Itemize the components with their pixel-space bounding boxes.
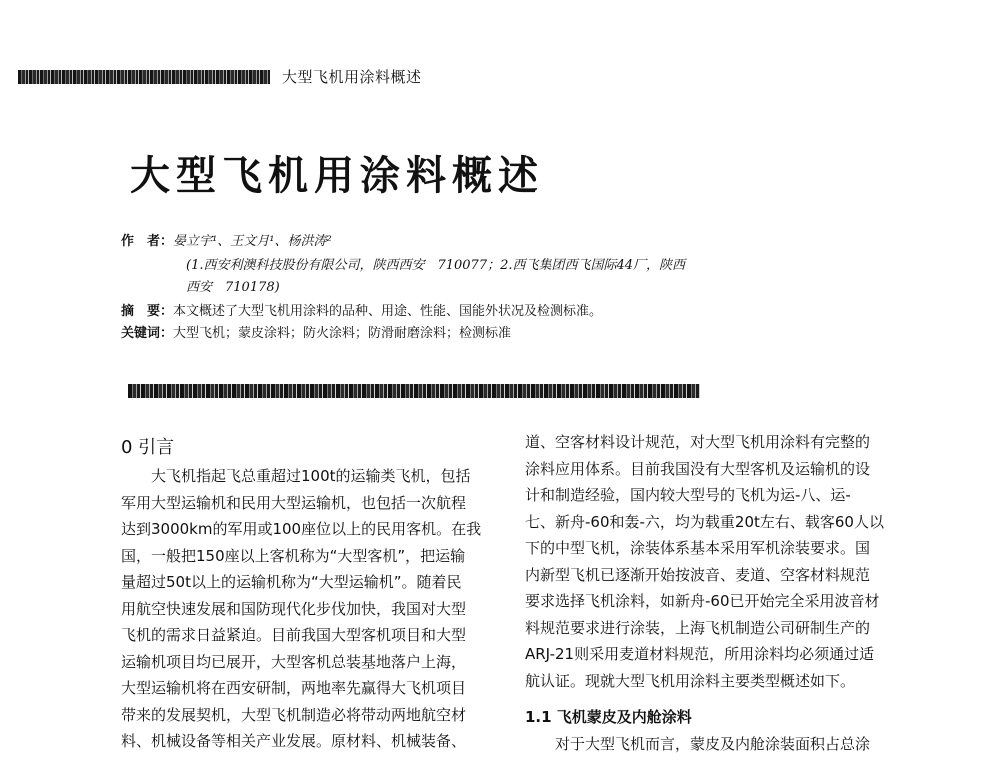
right-column — [525, 429, 897, 757]
running-header-bar — [18, 70, 270, 84]
paragraph-line: 大型运输机将在西安研制，两地率先赢得大飞机项目 — [121, 679, 467, 697]
affiliation-line-2: 西安 710178) — [186, 280, 280, 295]
paragraph-line: 内新型飞机已逐渐开始按波音、麦道、空客材料规范 — [525, 565, 871, 584]
abstract-line — [121, 302, 602, 322]
paragraph-line: 量超过50t以上的运输机称为“大型运输机”。随着民 — [121, 573, 462, 591]
section-separator-bar — [128, 384, 700, 398]
authors-names: 晏立宇¹、王文月¹、杨洪涛² — [173, 234, 332, 249]
subsection-heading-1-1: 1.1 飞机蒙皮及内舱涂料 — [525, 708, 692, 726]
paragraph-line: 七、新舟-60和轰-六，均为载重20t左右、载客60人以 — [525, 512, 884, 531]
paragraph-line: 大飞机指起飞总重超过100t的运输类飞机，包括 — [121, 467, 471, 485]
section-heading-intro: 0 引言 — [121, 437, 175, 458]
paragraph-line: 航认证。现就大型飞机用涂料主要类型概述如下。 — [525, 671, 856, 690]
affiliation-line-1: (1.西安利澳科技股份有限公司，陕西西安 710077；2.西飞集团西飞国际44厂，陕西 — [186, 258, 686, 273]
article-title: 大型飞机用涂料概述 — [130, 152, 544, 199]
keywords-line — [121, 324, 511, 344]
authors-line — [121, 232, 332, 252]
paragraph-line: 达到3000km的军用或100座位以上的民用客机。在我 — [121, 520, 482, 538]
paragraph-line: 下的中型飞机，涂装体系基本采用军机涂装要求。国 — [525, 539, 871, 557]
keywords-text: 大型飞机；蒙皮涂料；防火涂料；防滑耐磨涂料；检测标准 — [173, 326, 512, 341]
paragraph-line: 料规范要求进行涂装，上海飞机制造公司研制生产的 — [525, 618, 871, 637]
left-column-body — [121, 463, 501, 755]
right-column-body — [525, 429, 897, 694]
paragraph-line: 军用大型运输机和民用大型运输机，也包括一次航程 — [121, 493, 467, 512]
abstract-text: 本文概述了大型飞机用涂料的品种、用途、性能、国能外状况及检测标准。 — [173, 304, 603, 319]
paragraph-line: 运输机项目均已展开，大型客机总装基地落户上海， — [121, 652, 467, 671]
paragraph-line: 料、机械设备等相关产业发展。原材料、机械装备、 — [121, 732, 467, 750]
paragraph-line: 用航空快速发展和国防现代化步伐加快，我国对大型 — [121, 599, 467, 618]
paragraph-line: 飞机的需求日益紧迫。目前我国大型客机项目和大型 — [121, 626, 467, 644]
paragraph-line: 带来的发展契机，大型飞机制造必将带动两地航空材 — [121, 705, 467, 724]
abstract-label: 摘 要： — [121, 304, 174, 319]
paragraph-line: 要求选择飞机涂料，如新舟-60已开始完全采用波音材 — [525, 592, 880, 610]
paragraph-line: 计和制造经验，国内较大型号的飞机为运-八、运- — [525, 486, 851, 504]
paragraph-line: 道、空客材料设计规范，对大型飞机用涂料有完整的 — [525, 433, 871, 451]
paragraph-line: 国，一般把150座以上客机称为“大型客机”，把运输 — [121, 546, 466, 565]
authors-label: 作 者： — [121, 234, 174, 249]
paragraph-line: 对于大型飞机而言，蒙皮及内舱涂装面积占总涂 — [525, 734, 871, 753]
paragraph-line: 涂料应用体系。目前我国没有大型客机及运输机的设 — [525, 459, 871, 478]
left-column — [121, 435, 501, 755]
keywords-label: 关键词： — [121, 326, 174, 341]
running-header-title: 大型飞机用涂料概述 — [282, 68, 422, 86]
paragraph-line: ARJ-21则采用麦道材料规范，所用涂料均必须通过适 — [525, 645, 875, 663]
